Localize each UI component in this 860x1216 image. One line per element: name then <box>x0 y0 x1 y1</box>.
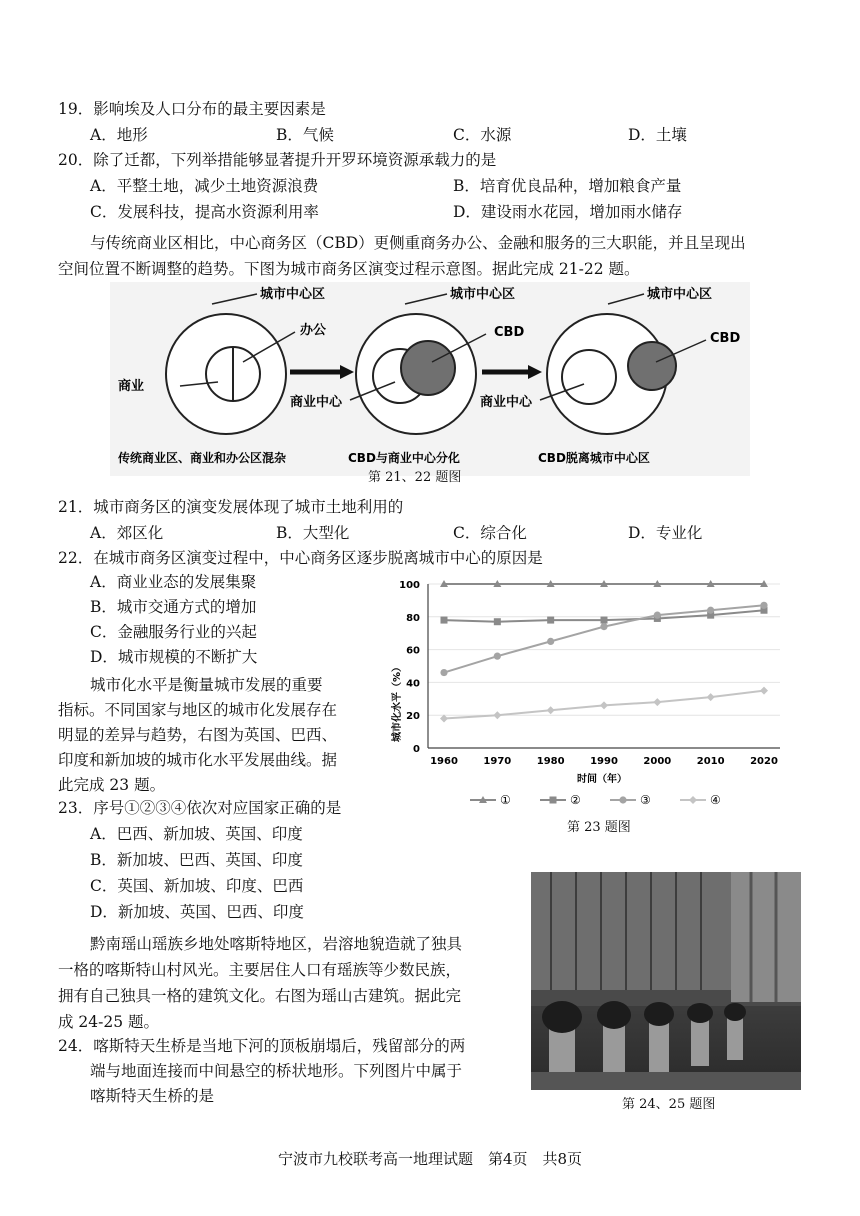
chart-legend-label-1: ① <box>500 793 511 807</box>
chart-caption: 第 23 题图 <box>567 820 631 835</box>
stage2-cbd-circle <box>401 341 455 395</box>
stage1-label-commerce: 商业 <box>118 379 145 394</box>
intro-24-25-line-3: 拥有自己独具一格的建筑文化。右图为瑶山古建筑。据此完 <box>58 987 462 1005</box>
chart-y-axis-label: 城市化水平（%） <box>392 661 403 743</box>
chart-point-series-2 <box>441 617 448 624</box>
chart-y-tick-label: 20 <box>406 711 420 723</box>
intro-23-line-4: 印度和新加坡的城市化水平发展曲线。据 <box>58 751 338 769</box>
chart-x-tick-label: 1970 <box>483 756 512 767</box>
stage2-caption: CBD与商业中心分化 <box>348 451 460 465</box>
q22-option-c: C．金融服务行业的兴起 <box>90 623 257 641</box>
intro-23-line-1: 城市化水平是衡量城市发展的重要 <box>90 676 323 694</box>
stage3-label-commerce-center: 商业中心 <box>480 395 533 410</box>
stage1-label-city-center: 城市中心区 <box>260 287 326 302</box>
stage2-label-cbd: CBD <box>494 325 525 340</box>
q21-stem: 21．城市商务区的演变发展体现了城市土地利用的 <box>58 498 404 516</box>
stage3-commerce-circle <box>562 350 616 404</box>
chart-point-series-3 <box>494 653 501 660</box>
q22-option-b: B．城市交通方式的增加 <box>90 598 257 616</box>
q23-option-a: A．巴西、新加坡、英国、印度 <box>90 825 303 843</box>
chart-legend-marker-3 <box>619 796 626 803</box>
q19-option-c: C．水源 <box>453 126 512 144</box>
intro-23-line-3: 明显的差异与趋势，右图为英国、巴西、 <box>58 726 338 744</box>
chart-legend-label-3: ③ <box>640 793 651 807</box>
chart-y-tick-label: 40 <box>406 678 420 690</box>
chart-x-tick-label: 1960 <box>430 756 458 767</box>
q23-option-d: D．新加坡、英国、巴西、印度 <box>90 903 304 921</box>
stage2-label-city-center: 城市中心区 <box>450 287 516 302</box>
urbanization-chart <box>380 572 802 812</box>
q23-option-b: B．新加坡、巴西、英国、印度 <box>90 851 303 869</box>
chart-point-series-3 <box>547 638 554 645</box>
diagram-caption: 第 21、22 题图 <box>368 470 462 485</box>
chart-x-tick-label: 2010 <box>696 756 725 767</box>
q20-stem: 20．除了迁都，下列举措能够显著提升开罗环境资源承载力的是 <box>58 151 497 169</box>
q20-option-a: A．平整土地，减少土地资源浪费 <box>90 177 319 195</box>
stage3-caption: CBD脱离城市中心区 <box>538 451 650 465</box>
intro-24-25-line-2: 一格的喀斯特山村风光。主要居住人口有瑶族等少数民族， <box>58 961 462 979</box>
chart-y-tick-label: 60 <box>406 645 420 657</box>
q21-option-c: C．综合化 <box>453 524 527 542</box>
chart-x-axis-label: 时间（年） <box>577 774 627 785</box>
q19-option-b: B．气候 <box>276 126 334 144</box>
chart-y-tick-label: 100 <box>399 580 420 591</box>
stage3-label-cbd: CBD <box>710 331 741 346</box>
chart-y-tick-label: 0 <box>413 744 420 755</box>
q21-option-a: A．郊区化 <box>90 524 164 542</box>
intro-21-22-line-1: 与传统商业区相比，中心商务区（CBD）更侧重商务办公、金融和服务的三大职能，并且呈现出 <box>90 234 746 252</box>
q24-stem-line-2: 端与地面连接而中间悬空的桥状地形。下列图片中属于 <box>90 1062 463 1080</box>
chart-y-tick-label: 80 <box>406 612 420 624</box>
stage1-label-office: 办公 <box>300 323 327 338</box>
q21-option-d: D．专业化 <box>628 524 703 542</box>
chart-point-series-2 <box>547 617 554 624</box>
chart-x-tick-label: 2020 <box>750 756 778 767</box>
intro-24-25-line-4: 成 24-25 题。 <box>58 1013 160 1031</box>
q23-stem: 23．序号①②③④依次对应国家正确的是 <box>58 799 342 817</box>
intro-24-25-line-1: 黔南瑶山瑶族乡地处喀斯特地区，岩溶地貌造就了独具 <box>90 935 463 953</box>
chart-point-series-3 <box>600 623 607 630</box>
stage2-label-commerce-center: 商业中心 <box>290 395 343 410</box>
q22-option-a: A．商业业态的发展集聚 <box>90 573 257 591</box>
chart-legend-marker-2 <box>550 797 557 804</box>
chart-point-series-2 <box>601 617 608 624</box>
stage3-cbd-circle <box>628 342 676 390</box>
photo-caption: 第 24、25 题图 <box>622 1097 716 1112</box>
q20-option-c: C．发展科技，提高水资源利用率 <box>90 203 319 221</box>
q20-option-b: B．培育优良品种，增加粮食产量 <box>453 177 682 195</box>
chart-x-tick-label: 1980 <box>536 756 565 767</box>
q24-stem-line-3: 喀斯特天生桥的是 <box>90 1087 215 1105</box>
chart-legend-label-4: ④ <box>710 793 721 807</box>
q24-stem-line-1: 24．喀斯特天生桥是当地下河的顶板崩塌后，残留部分的两 <box>58 1037 466 1055</box>
intro-21-22-line-2: 空间位置不断调整的趋势。下图为城市商务区演变过程示意图。据此完成 21-22 题。 <box>58 260 640 278</box>
q19-stem: 19．影响埃及人口分布的最主要因素是 <box>58 100 326 118</box>
chart-point-series-3 <box>707 607 714 614</box>
chart-x-tick-label: 1990 <box>590 756 618 767</box>
chart-legend-label-2: ② <box>570 793 581 807</box>
chart-point-series-3 <box>654 612 661 619</box>
chart-x-tick-label: 2000 <box>643 756 672 767</box>
chart-point-series-3 <box>440 669 447 676</box>
intro-23-line-5: 此完成 23 题。 <box>58 776 166 794</box>
stage1-caption: 传统商业区、商业和办公区混杂 <box>118 451 287 465</box>
q22-option-d: D．城市规模的不断扩大 <box>90 648 258 666</box>
q21-option-b: B．大型化 <box>276 524 350 542</box>
stage3-label-city-center: 城市中心区 <box>647 287 713 302</box>
q23-option-c: C．英国、新加坡、印度、巴西 <box>90 877 304 895</box>
q19-option-d: D．土壤 <box>628 126 687 144</box>
cbd-evolution-diagram <box>110 282 750 476</box>
q22-stem: 22．在城市商务区演变过程中，中心商务区逐步脱离城市中心的原因是 <box>58 549 543 567</box>
q20-option-d: D．建设雨水花园，增加雨水储存 <box>453 203 683 221</box>
chart-point-series-3 <box>760 602 767 609</box>
yaoshan-building-photo <box>531 872 801 1090</box>
page-footer: 宁波市九校联考高一地理试题 第4页 共8页 <box>277 1150 583 1168</box>
intro-23-line-2: 指标。不同国家与地区的城市化发展存在 <box>58 701 338 719</box>
chart-point-series-2 <box>494 618 501 625</box>
q19-option-a: A．地形 <box>90 126 148 144</box>
